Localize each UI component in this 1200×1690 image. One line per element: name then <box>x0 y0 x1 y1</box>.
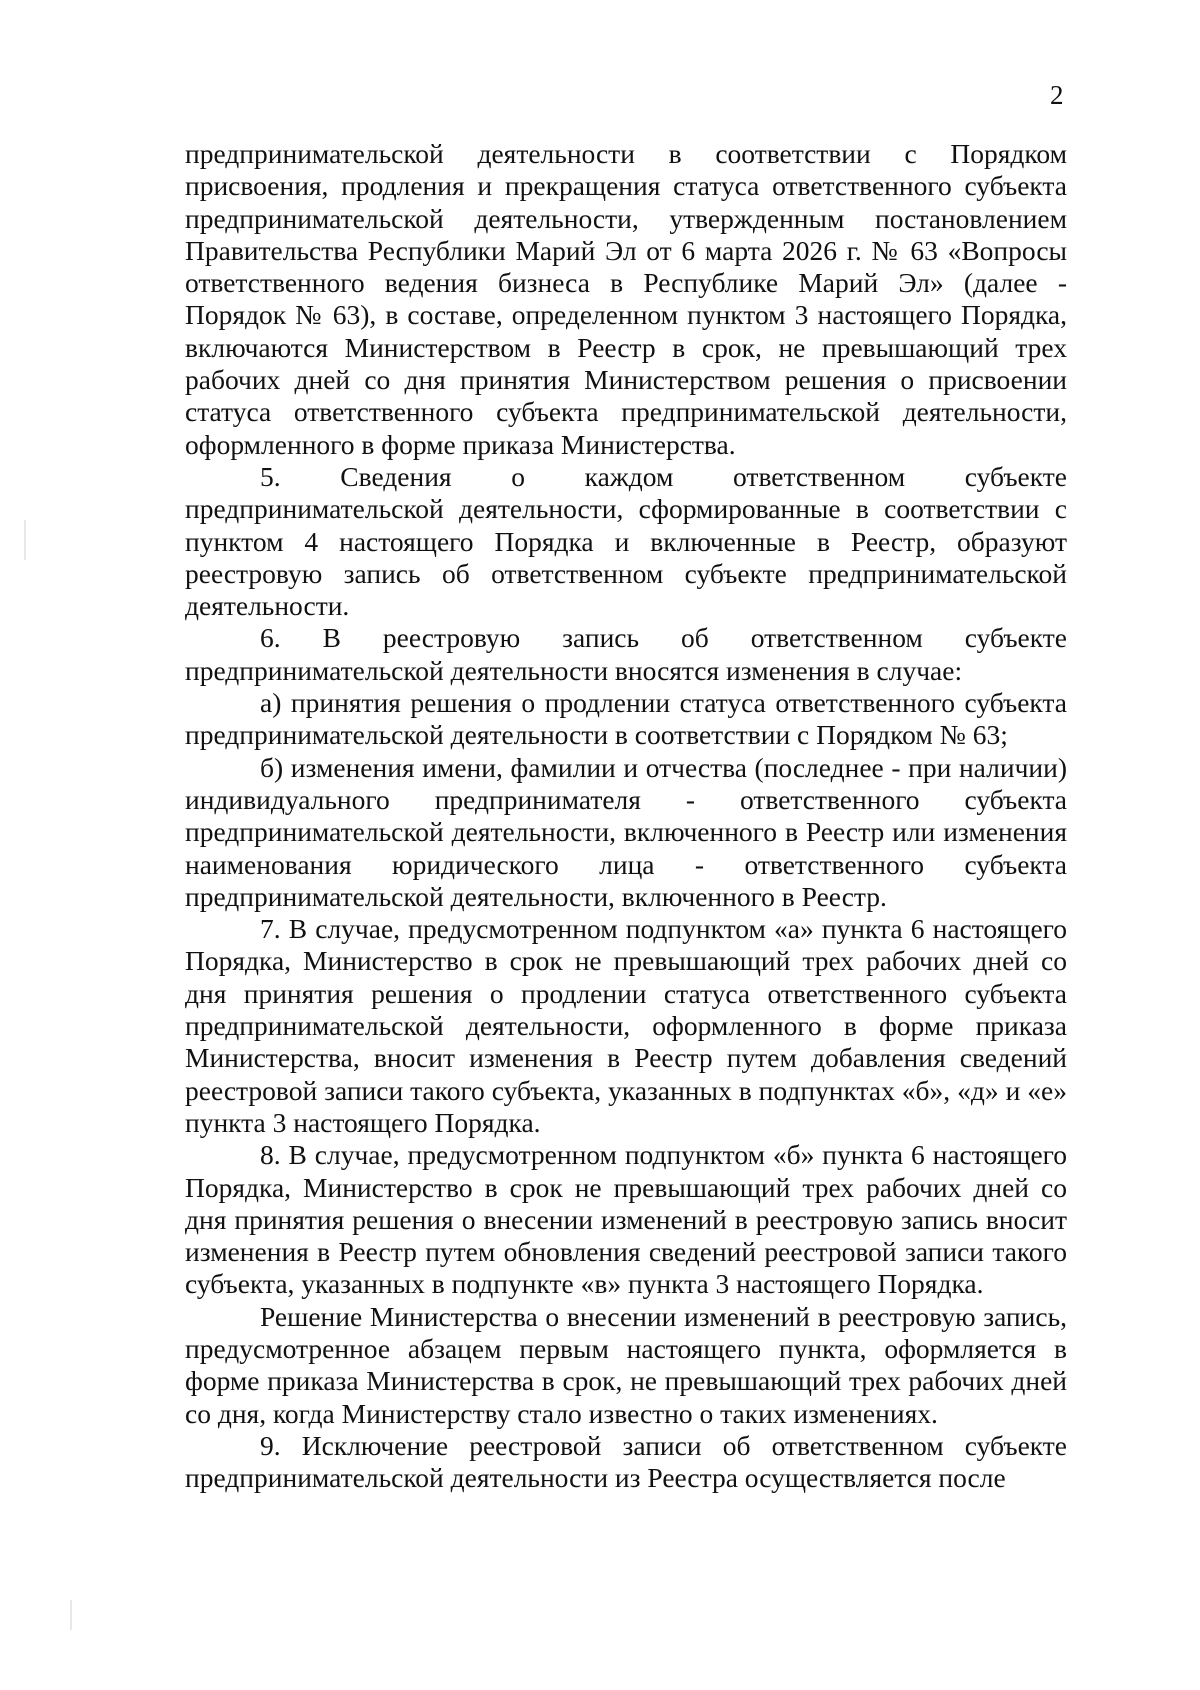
paragraph-5: 5. Сведения о каждом ответственном субъекте предпринимательской деятельности, сформированные в соответствии с пунктом 4 настоящего Порядка и включенные в Реестр, образуют реестровую запись об ответственном субъекте предпринимательской деятельности. <box>185 460 1067 622</box>
paragraph-6-b: б) изменения имени, фамилии и отчества (последнее - при наличии) индивидуального предпринимателя - ответственного субъекта предпринимательской деятельности, включенного в Реестр или изменения наименования юридического лица - ответственного субъекта предпринимательской деятельности, включенного в Реестр. <box>185 751 1067 912</box>
paragraph-6: 6. В реестровую запись об ответственном субъекте предпринимательской деятельности вносятся изменения в случае: <box>185 622 1067 686</box>
paragraph-9: 9. Исключение реестровой записи об ответственном субъекте предпринимательской деятельности из Реестра осуществляется после <box>185 1429 1067 1494</box>
scan-artifact <box>24 520 26 560</box>
paragraph-8: 8. В случае, предусмотренном подпунктом «б» пункта 6 настоящего Порядка, Министерство в срок не превышающий трех рабочих дней со дня принятия решения о внесении изменений в реестровую запись вносит изменения в Реестр путем обновления сведений реестровой записи такого субъекта, указанных в подпункте «в» пункта 3 настоящего Порядка. <box>185 1139 1067 1300</box>
paragraph-continuation: предпринимательской деятельности в соответствии с Порядком присвоения, продления и прекращения статуса ответственного субъекта предпринимательской деятельности, утвержденным постановлением Правительства Республики Марий Эл от 6 марта 2026 г. № 63 «Вопросы ответственного ведения бизнеса в Республике Марий Эл» (далее - Порядок № 63), в составе, определенном пунктом 3 настоящего Порядка, включаются Министерством в Реестр в срок, не превышающий трех рабочих дней со дня принятия Министерством решения о присвоении статуса ответственного субъекта предпринимательской деятельности, оформленного в форме приказа Министерства. <box>185 138 1067 460</box>
page-number: 2 <box>1050 80 1064 110</box>
paragraph-8-decision: Решение Министерства о внесении изменений в реестровую запись, предусмотренное абзацем первым настоящего пункта, оформляется в форме приказа Министерства в срок, не превышающий трех рабочих дней со дня, когда Министерству стало известно о таких изменениях. <box>185 1300 1067 1429</box>
paragraph-7: 7. В случае, предусмотренном подпунктом «а» пункта 6 настоящего Порядка, Министерство в срок не превышающий трех рабочих дней со дня принятия решения о продлении статуса ответственного субъекта предпринимательской деятельности, оформленного в форме приказа Министерства, вносит изменения в Реестр путем добавления сведений реестровой записи такого субъекта, указанных в подпунктах «б», «д» и «е» пункта 3 настоящего Порядка. <box>185 913 1067 1138</box>
scan-artifact <box>70 1600 72 1630</box>
document-body <box>185 138 1067 1494</box>
paragraph-6-a: а) принятия решения о продлении статуса ответственного субъекта предпринимательской деятельности в соответствии с Порядком № 63; <box>185 687 1067 751</box>
